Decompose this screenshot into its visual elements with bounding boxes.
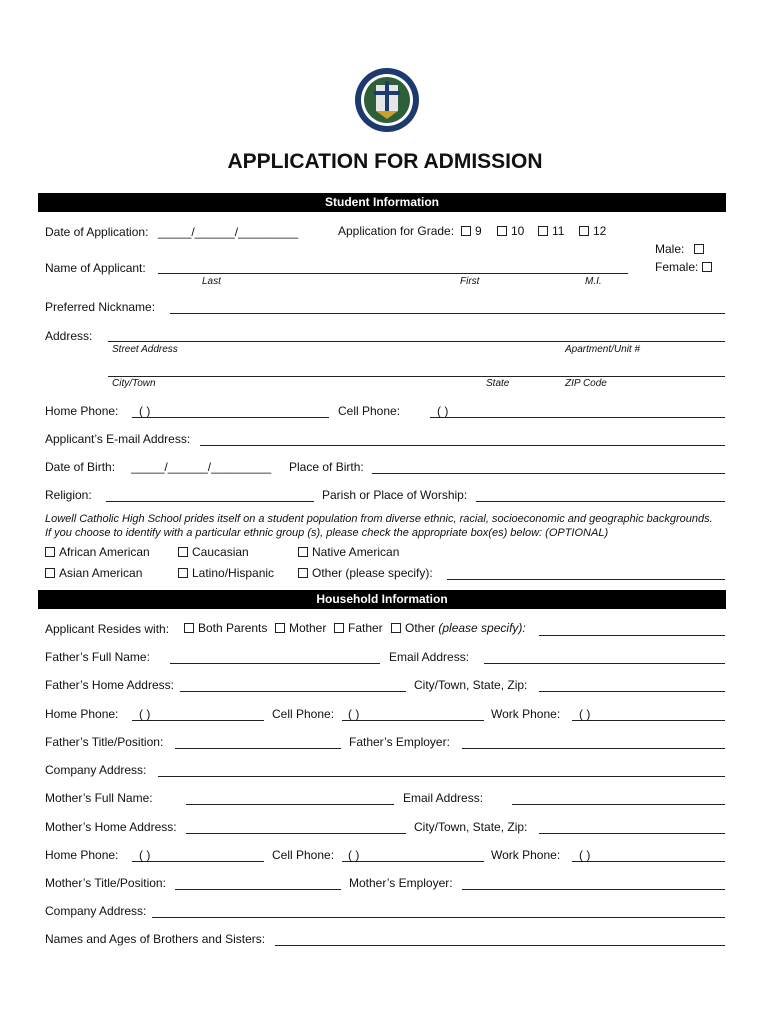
zip-sublabel: ZIP Code <box>565 378 607 389</box>
name-label: Name of Applicant: <box>45 261 146 275</box>
father-company-field[interactable] <box>158 776 725 777</box>
father-home-phone-label: Home Phone: <box>45 707 119 721</box>
mi-sublabel: M.I. <box>585 276 602 287</box>
mother-home-phone-label: Home Phone: <box>45 848 119 862</box>
mother-work-paren: ( ) <box>579 848 591 862</box>
apt-sublabel: Apartment/Unit # <box>565 344 641 355</box>
nickname-label: Preferred Nickname: <box>45 300 156 314</box>
pob-field[interactable] <box>372 473 725 474</box>
pob-label: Place of Birth: <box>289 460 364 474</box>
grade-label: Application for Grade: <box>338 224 455 238</box>
checkbox-icon[interactable] <box>298 547 308 557</box>
father-employer-label: Father’s Employer: <box>349 735 450 749</box>
ethnic-latino-hispanic[interactable]: Latino/Hispanic <box>178 566 274 580</box>
city-sublabel: City/Town <box>112 378 156 389</box>
father-address-field[interactable] <box>180 691 406 692</box>
city-state-zip-field[interactable] <box>108 376 725 377</box>
father-work-field[interactable] <box>572 720 725 721</box>
checkbox-icon[interactable] <box>45 547 55 557</box>
siblings-field[interactable] <box>275 945 725 946</box>
ethnic-other-field[interactable] <box>447 579 725 580</box>
father-city-field[interactable] <box>539 691 725 692</box>
father-cell-field[interactable] <box>342 720 484 721</box>
mother-work-field[interactable] <box>572 861 725 862</box>
street-address-field[interactable] <box>108 341 725 342</box>
mother-home-phone-field[interactable] <box>132 861 264 862</box>
ethnic-african-american[interactable]: African American <box>45 545 150 559</box>
ethnic-caucasian[interactable]: Caucasian <box>178 545 249 559</box>
checkbox-icon[interactable] <box>497 226 507 236</box>
resides-other[interactable]: Other (please specify): <box>391 621 526 635</box>
father-address-label: Father’s Home Address: <box>45 678 174 692</box>
mother-name-field[interactable] <box>186 804 394 805</box>
ethnic-asian-american[interactable]: Asian American <box>45 566 142 580</box>
father-home-phone-field[interactable] <box>132 720 264 721</box>
checkbox-icon[interactable] <box>579 226 589 236</box>
checkbox-icon[interactable] <box>391 623 401 633</box>
mother-email-label: Email Address: <box>403 791 484 805</box>
school-seal-logo <box>354 67 420 133</box>
religion-label: Religion: <box>45 488 92 502</box>
cell-phone-paren: ( ) <box>437 404 449 418</box>
mother-home-paren: ( ) <box>139 848 151 862</box>
state-sublabel: State <box>486 378 510 389</box>
female-option[interactable]: Female: <box>655 260 716 274</box>
first-sublabel: First <box>460 276 480 287</box>
father-email-field[interactable] <box>484 663 725 664</box>
checkbox-icon[interactable] <box>538 226 548 236</box>
name-field[interactable] <box>158 273 628 274</box>
mother-title-field[interactable] <box>175 889 341 890</box>
email-label: Applicant’s E-mail Address: <box>45 432 191 446</box>
mother-cell-paren: ( ) <box>348 848 360 862</box>
father-title-field[interactable] <box>175 748 341 749</box>
parish-field[interactable] <box>476 501 725 502</box>
email-field[interactable] <box>200 445 725 446</box>
checkbox-icon[interactable] <box>178 547 188 557</box>
religion-field[interactable] <box>106 501 314 502</box>
mother-address-label: Mother’s Home Address: <box>45 820 177 834</box>
father-title-label: Father’s Title/Position: <box>45 735 164 749</box>
checkbox-icon[interactable] <box>184 623 194 633</box>
ethnic-note: Lowell Catholic High School prides itself on a student population from diverse ethnic, racial, socioeconomic and geographic backgrounds. If you choose to identify with a particular ethnic group (s), please check the appropriate box(es) below: (OPTIONAL) <box>45 513 713 539</box>
page-title: APPLICATION FOR ADMISSION <box>227 150 543 173</box>
checkbox-icon[interactable] <box>298 568 308 578</box>
cell-phone-label: Cell Phone: <box>338 404 401 418</box>
father-work-paren: ( ) <box>579 707 591 721</box>
father-city-label: City/Town, State, Zip: <box>414 678 528 692</box>
father-name-label: Father’s Full Name: <box>45 650 150 664</box>
mother-name-label: Mother’s Full Name: <box>45 791 153 805</box>
home-phone-label: Home Phone: <box>45 404 119 418</box>
father-home-paren: ( ) <box>139 707 151 721</box>
student-info-header: Student Information <box>38 193 726 212</box>
ethnic-native-american[interactable]: Native American <box>298 545 399 559</box>
dob-label: Date of Birth: <box>45 460 116 474</box>
mother-city-field[interactable] <box>539 833 725 834</box>
father-cell-label: Cell Phone: <box>272 707 335 721</box>
dob-field[interactable]: _____/______/_________ <box>131 460 272 474</box>
mother-title-label: Mother’s Title/Position: <box>45 876 166 890</box>
grade-9-checkbox[interactable]: 9 <box>461 224 482 238</box>
resides-other-field[interactable] <box>539 635 725 636</box>
father-email-label: Email Address: <box>389 650 470 664</box>
siblings-label: Names and Ages of Brothers and Sisters: <box>45 932 266 946</box>
address-label: Address: <box>45 329 93 343</box>
male-option[interactable]: Male: <box>655 242 708 256</box>
parish-label: Parish or Place of Worship: <box>322 488 468 502</box>
father-cell-paren: ( ) <box>348 707 360 721</box>
father-name-field[interactable] <box>170 663 380 664</box>
father-employer-field[interactable] <box>462 748 725 749</box>
checkbox-icon[interactable] <box>702 262 712 272</box>
mother-employer-field[interactable] <box>462 889 725 890</box>
mother-company-label: Company Address: <box>45 904 147 918</box>
home-phone-field[interactable] <box>132 417 329 418</box>
household-info-header: Household Information <box>38 590 726 609</box>
checkbox-icon[interactable] <box>334 623 344 633</box>
resides-mother[interactable]: Mother <box>275 621 326 635</box>
resides-father[interactable]: Father <box>334 621 383 635</box>
mother-cell-label: Cell Phone: <box>272 848 335 862</box>
mother-work-label: Work Phone: <box>491 848 561 862</box>
date-of-application-label: Date of Application: <box>45 225 149 239</box>
grade-10-checkbox[interactable]: 10 <box>497 224 524 238</box>
mother-city-label: City/Town, State, Zip: <box>414 820 528 834</box>
checkbox-icon[interactable] <box>461 226 471 236</box>
father-work-label: Work Phone: <box>491 707 561 721</box>
mother-cell-field[interactable] <box>342 861 484 862</box>
date-of-application-field[interactable]: _____/______/_________ <box>158 225 299 239</box>
father-company-label: Company Address: <box>45 763 147 777</box>
mother-employer-label: Mother’s Employer: <box>349 876 453 890</box>
mother-company-field[interactable] <box>152 917 725 918</box>
checkbox-icon[interactable] <box>694 244 704 254</box>
cell-phone-field[interactable] <box>430 417 725 418</box>
home-phone-paren: ( ) <box>139 404 151 418</box>
checkbox-icon[interactable] <box>45 568 55 578</box>
grade-12-checkbox[interactable]: 12 <box>579 224 606 238</box>
checkbox-icon[interactable] <box>275 623 285 633</box>
last-sublabel: Last <box>202 276 221 287</box>
mother-email-field[interactable] <box>512 804 725 805</box>
nickname-field[interactable] <box>170 313 725 314</box>
resides-both-parents[interactable]: Both Parents <box>184 621 267 635</box>
grade-11-checkbox[interactable]: 11 <box>538 224 564 238</box>
street-sublabel: Street Address <box>112 344 178 355</box>
resides-label: Applicant Resides with: <box>45 622 170 636</box>
checkbox-icon[interactable] <box>178 568 188 578</box>
ethnic-other[interactable]: Other (please specify): <box>298 566 433 580</box>
mother-address-field[interactable] <box>186 833 406 834</box>
